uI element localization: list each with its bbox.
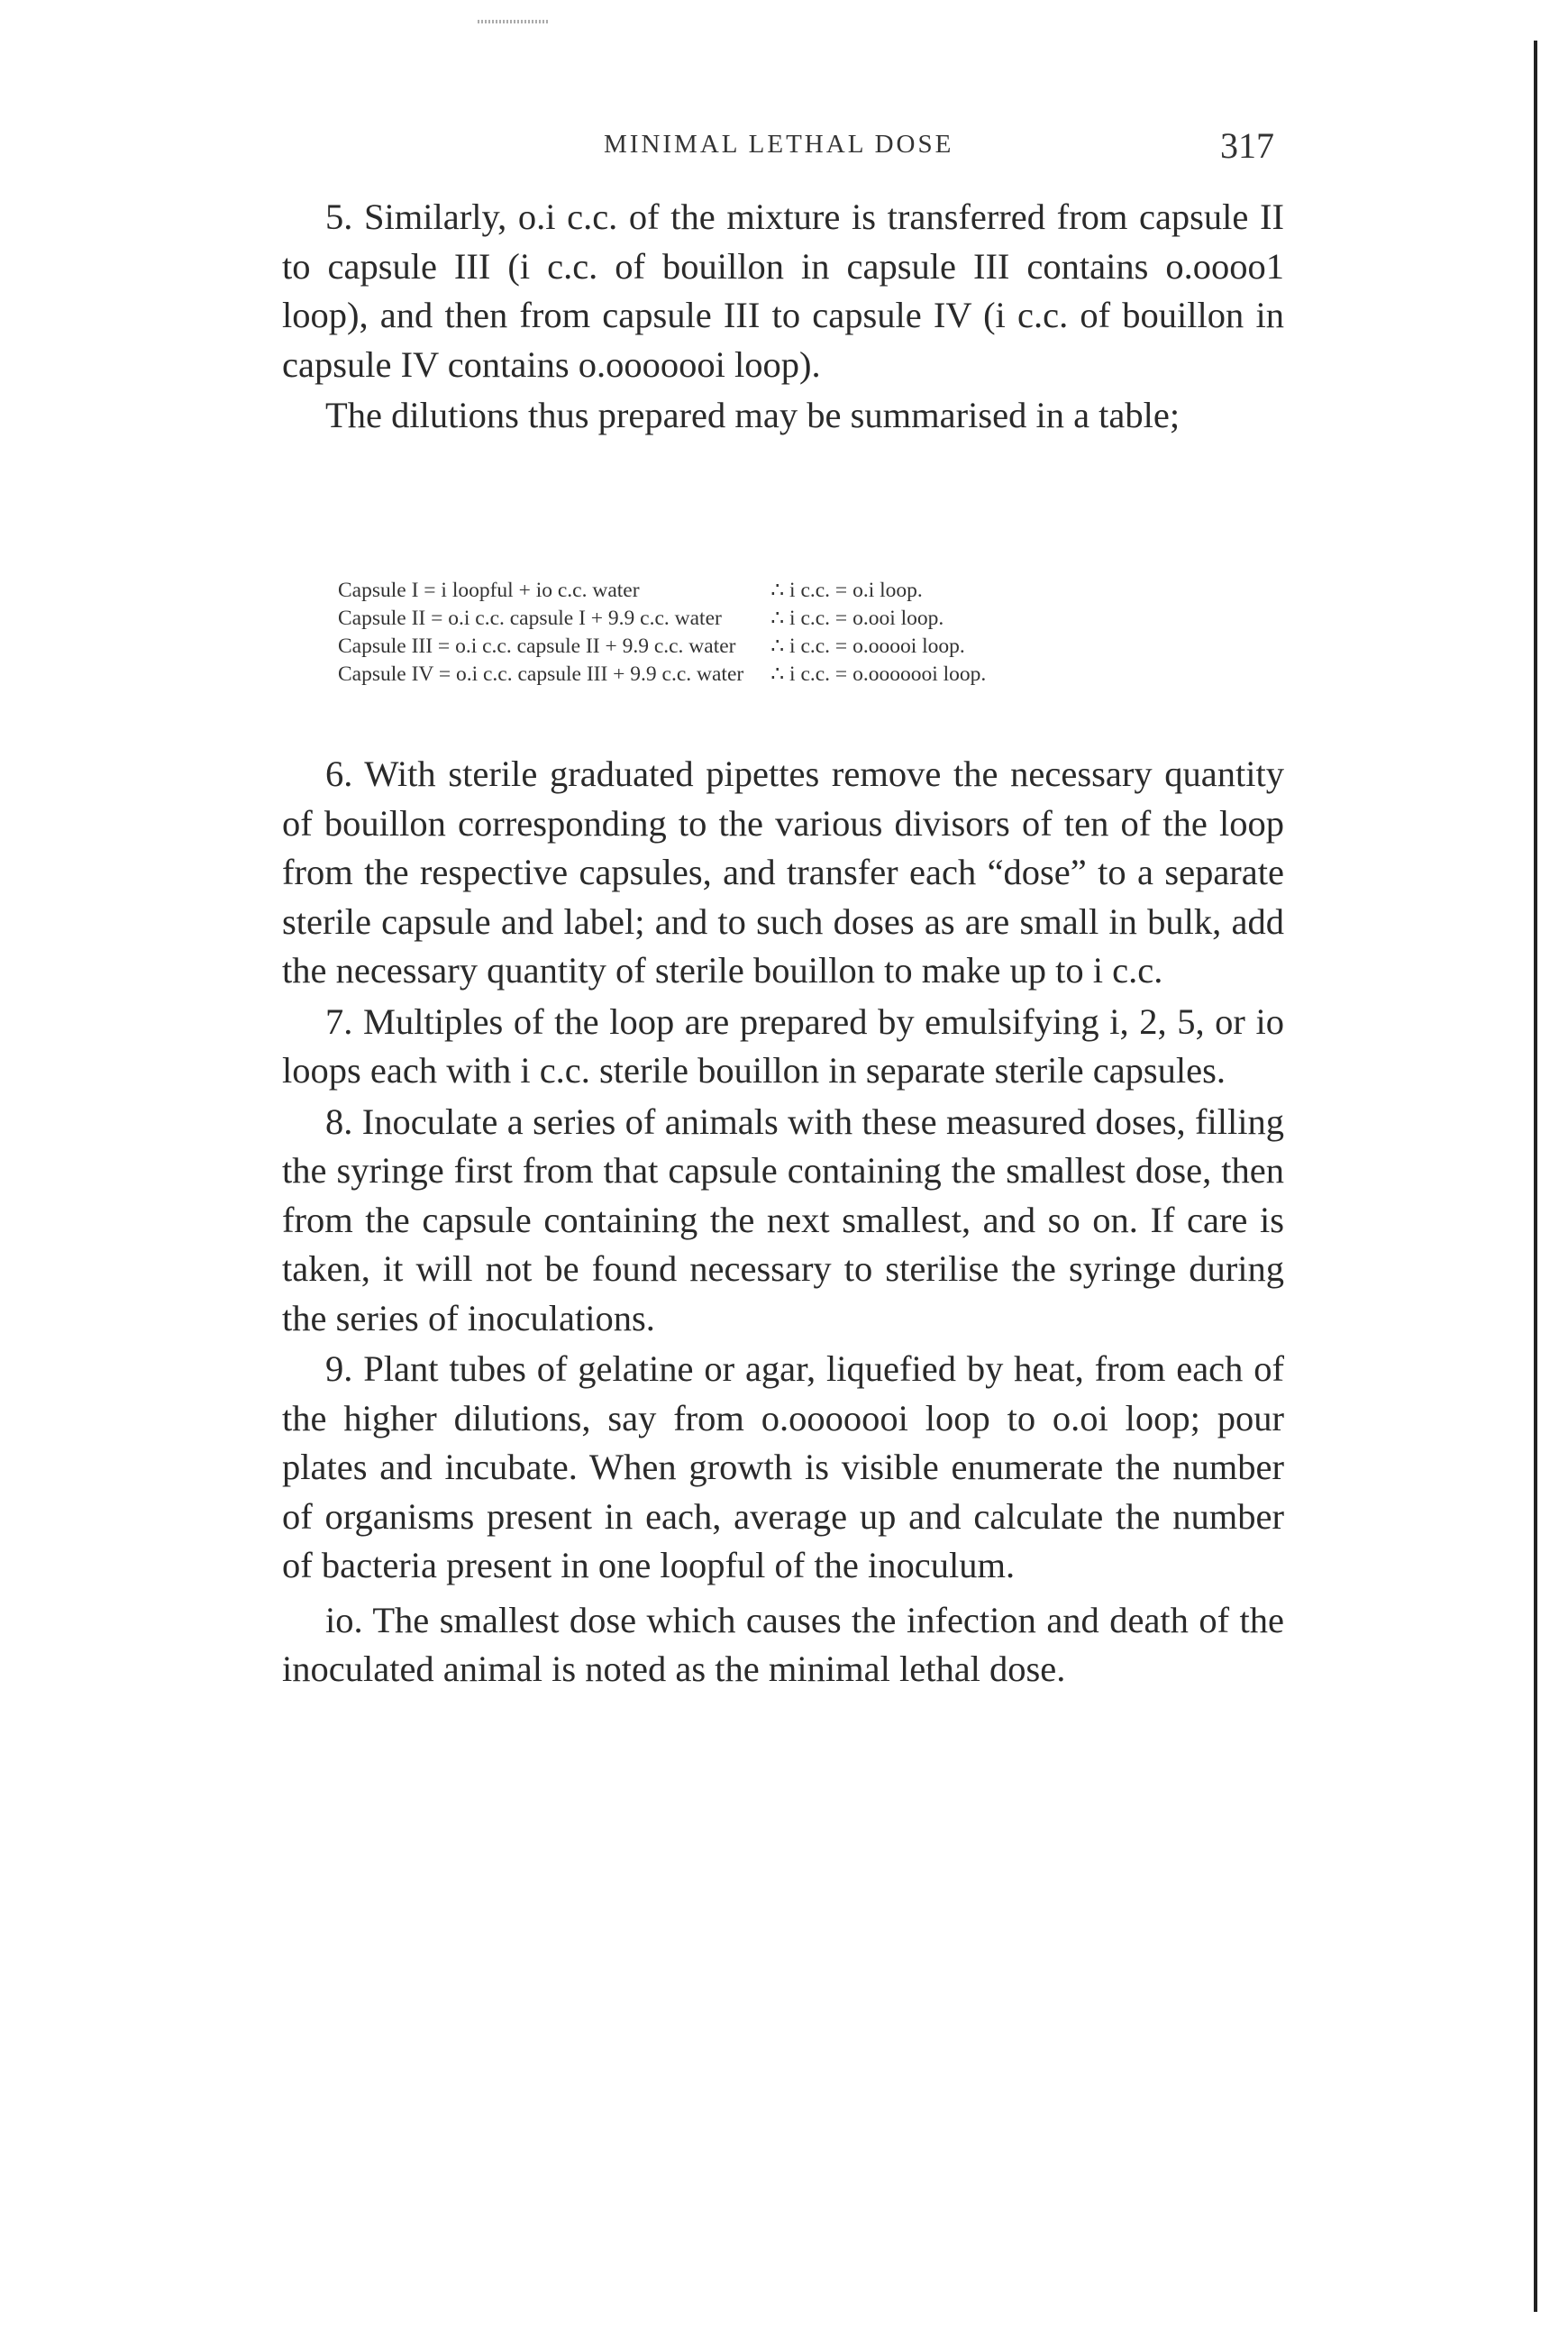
paragraph-5: 5. Similarly, o.i c.c. of the mixture is transferred from capsule II to capsule III (i c.c. of bouillon in capsule III contains o.oooo1 loop), and then from capsule III to capsule IV (i c.c. of bouillon in capsule IV contains o.ooooooi loop). [282, 196, 1284, 385]
table-cell-result: ∴ i c.c. = o.ooi loop. [770, 607, 944, 630]
dilution-table [338, 577, 986, 689]
table-row [338, 633, 986, 661]
table-row [338, 661, 986, 689]
paragraph-table-intro: The dilutions thus prepared may be summarised in a table; [325, 395, 1181, 435]
table-cell-result: ∴ i c.c. = o.ooooi loop. [770, 635, 965, 658]
table-row [338, 577, 986, 605]
lower-text [282, 750, 1284, 1694]
upper-text [282, 193, 1284, 441]
page-edge-line [1534, 41, 1537, 2312]
table-cell-preparation: Capsule III = o.i c.c. capsule II + 9.9 c.c. water [338, 635, 736, 658]
paragraph-8: 8. Inoculate a series of animals with these measured doses, filling the syringe first from that capsule containing the smallest dose, then from the capsule containing the next smallest, and so on. If care is taken, it will not be found necessary to sterilise the syringe during the series of inoculations. [282, 1101, 1284, 1338]
print-artifact-mark [478, 20, 550, 23]
table-cell-preparation: Capsule IV = o.i c.c. capsule III + 9.9 c.c. water [338, 662, 744, 686]
table-row [338, 605, 986, 633]
table-cell-preparation: Capsule II = o.i c.c. capsule I + 9.9 c.c. water [338, 607, 722, 630]
paragraph-9: 9. Plant tubes of gelatine or agar, liquefied by heat, from each of the higher dilutions, say from o.ooooooi loop to o.oi loop; pour plates and incubate. When growth is visible enumerate the number of organisms present in each, average up and calculate the number of bacteria present in one loopful of the inoculum. [282, 1348, 1284, 1585]
running-head: MINIMAL LETHAL DOSE [604, 130, 954, 159]
table-cell-result: ∴ i c.c. = o.ooooooi loop. [770, 662, 987, 686]
table-cell-preparation: Capsule I = i loopful + io c.c. water [338, 579, 640, 602]
paragraph-7: 7. Multiples of the loop are prepared by emulsifying i, 2, 5, or io loops each with i c.c. sterile bouillon in separate sterile capsules. [282, 1000, 1284, 1091]
table-cell-result: ∴ i c.c. = o.i loop. [770, 579, 923, 602]
paragraph-6: 6. With sterile graduated pipettes remove the necessary quantity of bouillon corresponding to the various divisors of ten of the loop from the respective capsules, and transfer each “dose” to a separate sterile capsule and label; and to such doses as are small in bulk, add the necessary quantity of sterile bouillon to make up to i c.c. [282, 753, 1284, 991]
paragraph-10: io. The smallest dose which causes the infection and death of the inoculated animal is noted as the minimal lethal dose. [282, 1599, 1284, 1689]
page-number: 317 [1220, 125, 1274, 166]
page-header [0, 124, 1568, 169]
